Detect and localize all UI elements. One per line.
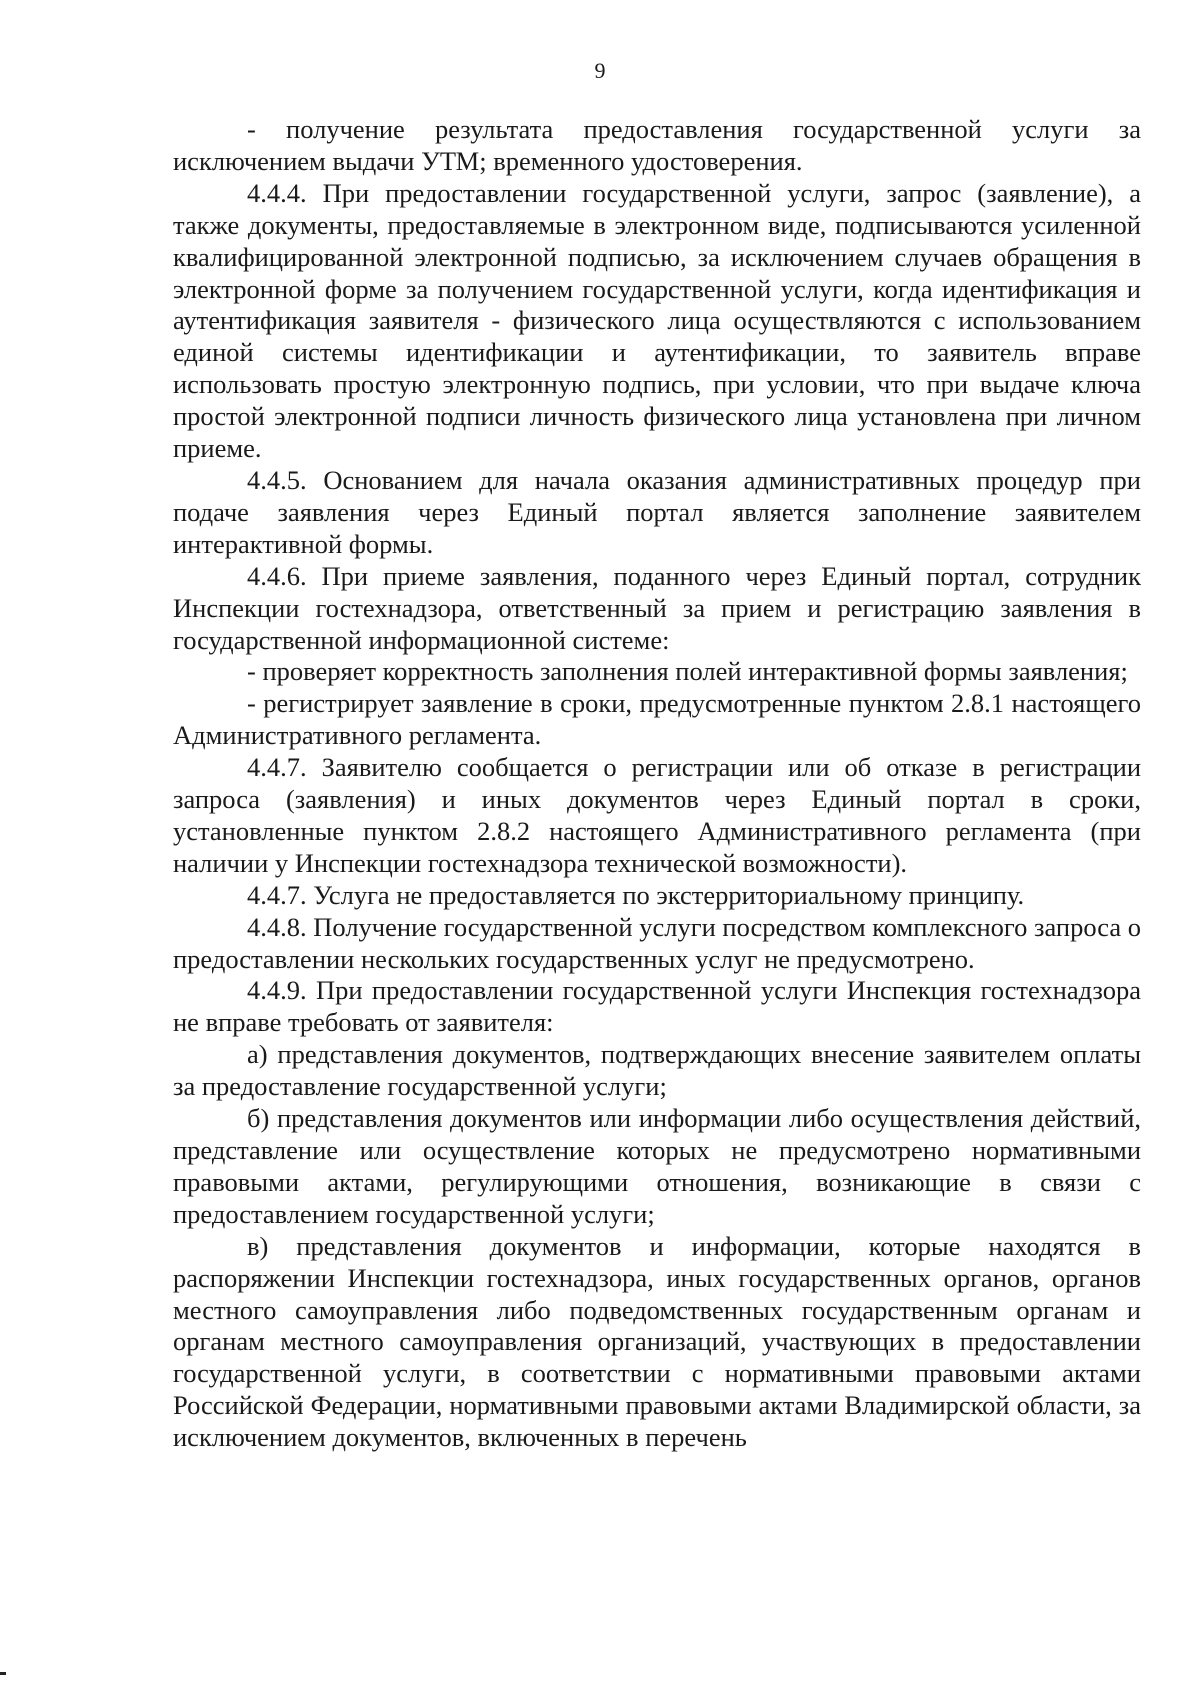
paragraph-4-4-5: 4.4.5. Основанием для начала оказания административных процедур при подаче заявления через Единый портал является заполнение заявителем интерактивной формы. (173, 464, 1141, 559)
paragraph-check-form: - проверяет корректность заполнения полей интерактивной формы заявления; (247, 656, 1128, 687)
paragraph-result-receipt: - получение результата предоставления государственной услуги за исключением выдачи УТМ; временного удостоверения. (173, 114, 1141, 176)
document-body (173, 114, 1141, 1454)
page-number: 9 (594, 58, 606, 83)
paragraph-4-4-6: 4.4.6. При приеме заявления, поданного через Единый портал, сотрудник Инспекции гостехнадзора, ответственный за прием и регистрацию заявления в государственной информационной системе: (173, 560, 1141, 655)
paragraph-register-application: - регистрирует заявление в сроки, предусмотренные пунктом 2.8.1 настоящего Административного регламента. (173, 688, 1141, 751)
paragraph-4-4-7-notification: 4.4.7. Заявителю сообщается о регистрации или об отказе в регистрации запроса (заявления) и иных документов через Единый портал в сроки, установленные пунктом 2.8.2 настоящего Административного регламента (при наличии у Инспекции гостехнадзора технической возможности). (173, 752, 1141, 878)
paragraph-item-b: б) представления документов или информации либо осуществления действий, представление или осуществление которых не предусмотрено нормативными правовыми актами, регулирующими отношения, возникающие в связи с предоставлением государственной услуги; (173, 1103, 1141, 1229)
paragraph-4-4-7-extraterritorial: 4.4.7. Услуга не предоставляется по экстерриториальному принципу. (247, 879, 1025, 910)
paragraph-item-a: а) представления документов, подтверждающих внесение заявителем оплаты за предоставление государственной услуги; (173, 1039, 1141, 1102)
paragraph-4-4-9: 4.4.9. При предоставлении государственной услуги Инспекция гостехнадзора не вправе требовать от заявителя: (173, 975, 1141, 1038)
paragraph-item-v: в) представления документов и информации, которые находятся в распоряжении Инспекции гостехнадзора, иных государственных органов, органов местного самоуправления либо подведомственных государственным органам и органам местного самоуправления организаций, участвующих в предоставлении государственной услуги, в соответствии с нормативными правовыми актами Российской Федерации, нормативными правовыми актами Владимирской области, за исключением документов, включенных в перечень (173, 1230, 1141, 1453)
paragraph-4-4-8: 4.4.8. Получение государственной услуги посредством комплексного запроса о предоставлении нескольких государственных услуг не предусмотрено. (173, 911, 1141, 974)
paragraph-4-4-4: 4.4.4. При предоставлении государственной услуги, запрос (заявление), а также документы, предоставляемые в электронном виде, подписываются усиленной квалифицированной электронной подписью, за исключением случаев обращения в электронной форме за получением государственной услуги, когда идентификация и аутентификация заявителя - физического лица осуществляются с использованием единой системы идентификации и аутентификации, то заявитель вправе использовать простую электронную подпись, при условии, что при выдаче ключа простой электронной подписи личность физического лица установлена при личном приеме. (173, 177, 1141, 464)
scan-edge-mark (0, 1672, 6, 1675)
